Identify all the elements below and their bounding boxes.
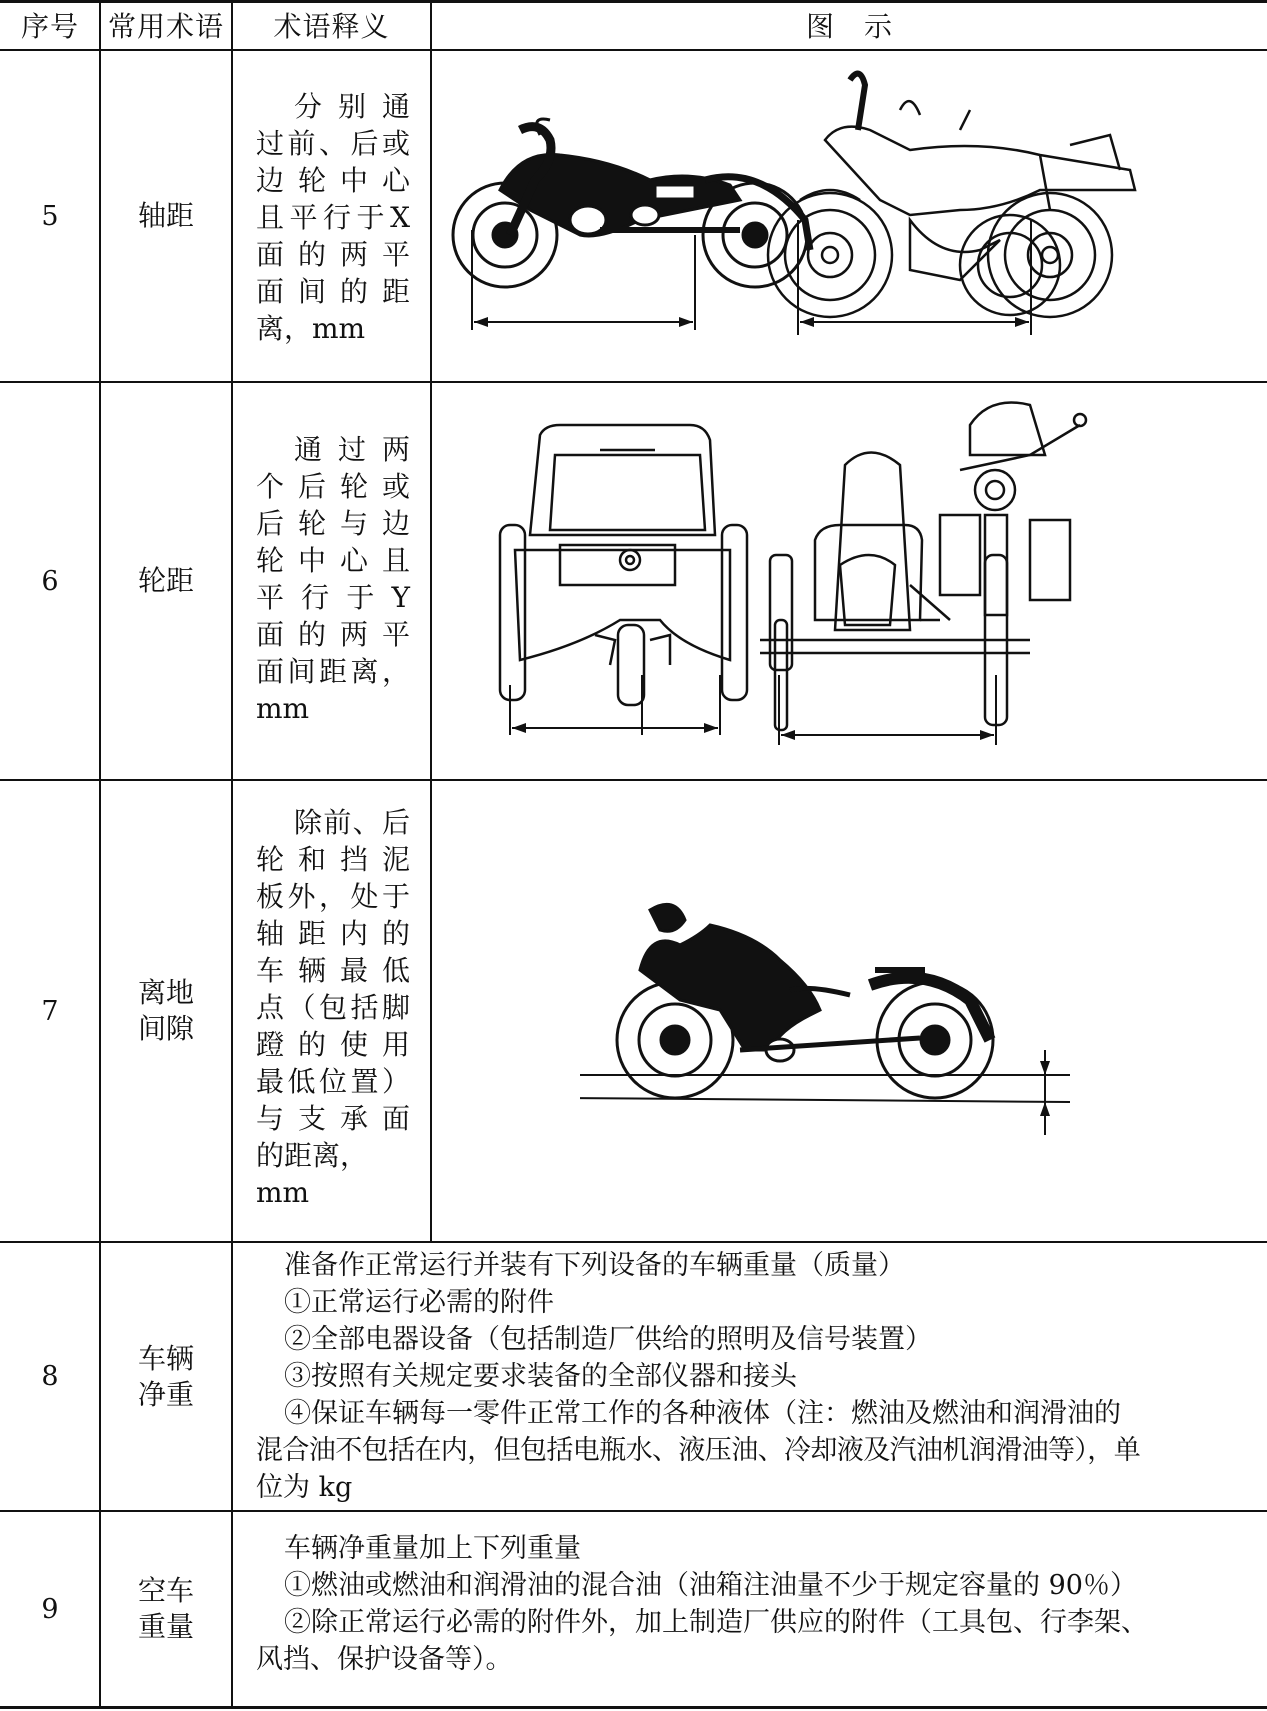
def-line: mm bbox=[256, 1176, 310, 1209]
def-line: 轴距内的 bbox=[256, 917, 410, 950]
text-line: ①正常运行必需的附件 bbox=[284, 1287, 554, 1318]
row-5-definition bbox=[256, 88, 410, 347]
track-width-figure bbox=[440, 395, 1240, 760]
row-7-number: 7 bbox=[41, 995, 59, 1027]
def-line: mm bbox=[256, 692, 310, 725]
text-line: ④保证车辆每一零件正常工作的各种液体（注：燃油及燃油和润滑油的 bbox=[284, 1398, 1121, 1429]
term-line: 净重 bbox=[137, 1377, 194, 1411]
text-line: 风挡、保护设备等）。 bbox=[256, 1644, 513, 1675]
def-line: 点（包括脚 bbox=[256, 991, 410, 1024]
def-line: 过前、后或 bbox=[256, 127, 410, 160]
def-line: 车辆最低 bbox=[256, 954, 410, 987]
row-9-number: 9 bbox=[41, 1593, 59, 1625]
text-line: ②全部电器设备（包括制造厂供给的照明及信号装置） bbox=[284, 1324, 932, 1355]
solo-motorcycle-drawing bbox=[453, 119, 810, 287]
sidecar-rear-drawing bbox=[760, 403, 1086, 731]
def-line: 面的两平 bbox=[256, 238, 410, 271]
row-8-definition bbox=[256, 1247, 1246, 1506]
row-9-term bbox=[101, 1512, 231, 1706]
text-line: ②除正常运行必需的附件外，加上制造厂供应的附件（工具包、行李架、 bbox=[284, 1607, 1148, 1638]
term-line: 空车 bbox=[137, 1574, 194, 1607]
row-6-term: 轮距 bbox=[137, 564, 194, 597]
def-line: 离，mm bbox=[256, 312, 366, 345]
text-line: ③按照有关规定要求装备的全部仪器和接头 bbox=[284, 1361, 797, 1392]
row-9-definition bbox=[256, 1530, 1246, 1678]
header-fig: 图 示 bbox=[805, 10, 893, 43]
def-line: 面间的距 bbox=[256, 275, 410, 308]
def-line: 的距离， bbox=[256, 1139, 369, 1172]
header-def: 术语释义 bbox=[273, 10, 390, 43]
term-line: 车辆 bbox=[137, 1341, 194, 1375]
text-line: ①燃油或燃油和润滑油的混合油（油箱注油量不少于规定容量的 90％） bbox=[284, 1570, 1137, 1601]
def-line: 蹬的使用 bbox=[256, 1028, 410, 1061]
table-bottom-rule bbox=[0, 1706, 1267, 1709]
text-line: 车辆净重量加上下列重量 bbox=[284, 1533, 581, 1564]
row-7-definition bbox=[256, 804, 410, 1211]
text-line: 位为 kg bbox=[256, 1472, 353, 1503]
wheelbase-figure bbox=[440, 60, 1240, 370]
def-line: 与支承面 bbox=[256, 1102, 410, 1135]
sidecar-motorcycle-drawing bbox=[768, 74, 1135, 317]
tricycle-rear-drawing bbox=[500, 425, 747, 705]
row-8-term bbox=[101, 1243, 231, 1510]
text-line: 混合油不包括在内，但包括电瓶水、液压油、冷却液及汽油机润滑油等），单 bbox=[256, 1435, 1141, 1466]
row-5-number: 5 bbox=[41, 200, 59, 232]
header-no: 序号 bbox=[20, 10, 79, 43]
def-line: 个后轮或 bbox=[256, 470, 410, 503]
clearance-motorcycle-drawing bbox=[617, 904, 993, 1098]
def-line: 平行于Y bbox=[256, 581, 410, 614]
def-line: 板外，处于 bbox=[256, 880, 410, 913]
row-6-number: 6 bbox=[41, 565, 59, 597]
def-line: 后轮与边 bbox=[256, 507, 410, 540]
row-8-number: 8 bbox=[41, 1361, 59, 1392]
def-line: 通过两 bbox=[294, 433, 410, 466]
def-line: 轮和挡泥 bbox=[256, 843, 410, 876]
row-6-definition bbox=[256, 431, 410, 727]
term-line: 离地 bbox=[137, 976, 194, 1009]
def-line: 除前、后 bbox=[294, 806, 410, 839]
text-line: 准备作正常运行并装有下列设备的车辆重量（质量） bbox=[284, 1250, 905, 1281]
def-line: 面的两平 bbox=[256, 618, 410, 651]
term-line: 间隙 bbox=[137, 1012, 194, 1045]
header-term: 常用术语 bbox=[107, 10, 224, 43]
def-line: 轮中心且 bbox=[256, 544, 410, 577]
col-rule-3 bbox=[430, 0, 432, 1242]
col-rule-2 bbox=[231, 0, 233, 1709]
def-line: 且平行于X bbox=[256, 201, 410, 234]
term-line: 重量 bbox=[137, 1610, 194, 1643]
row-5-term: 轴距 bbox=[137, 199, 194, 232]
def-line: 边轮中心 bbox=[256, 164, 410, 197]
row-7-term bbox=[101, 781, 231, 1241]
def-line: 分别通 bbox=[294, 90, 410, 123]
def-line: 最低位置） bbox=[256, 1065, 410, 1098]
ground-clearance-figure bbox=[580, 890, 1100, 1140]
def-line: 面间距离， bbox=[256, 655, 410, 688]
